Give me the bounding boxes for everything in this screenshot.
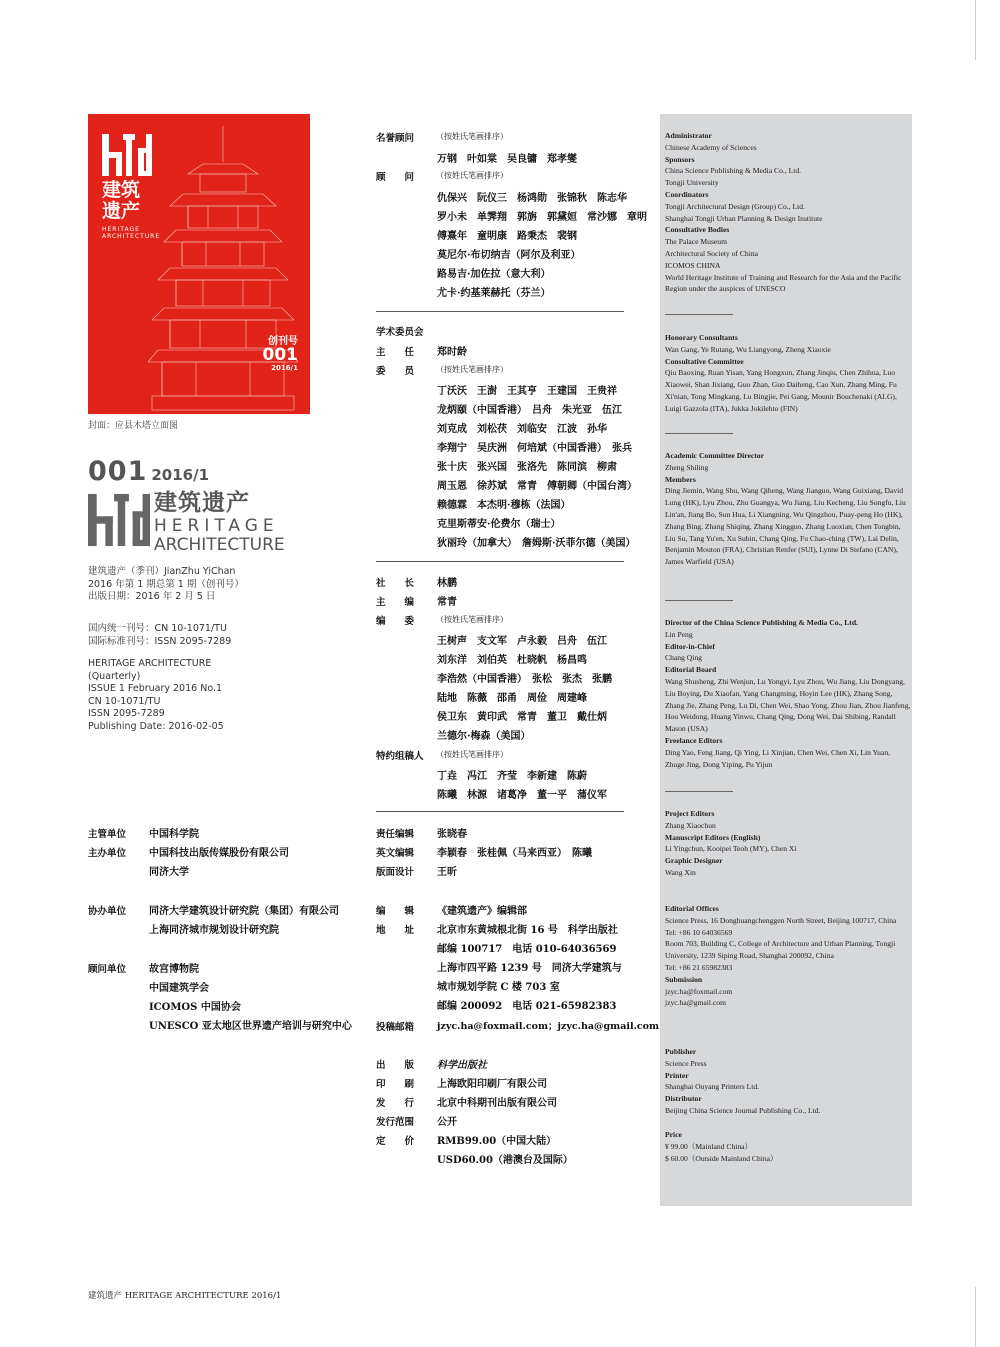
consultant-name: ICOMOS 中国协会: [149, 1002, 241, 1013]
masthead-logo-icon: [88, 488, 150, 552]
masthead-info-cn: [88, 566, 244, 604]
consultant-name: UNESCO 亚太地区世界遗产培训与研究中心: [149, 1021, 352, 1032]
cover-issue: [263, 332, 299, 372]
advisor-row: 罗小未 单霁翔 郭旃 郭黛姮 常沙娜 章明: [437, 212, 647, 223]
rp-text: Science Press: [665, 1058, 707, 1068]
sponsor-label: 主办单位: [88, 848, 127, 859]
board-note: （按姓氏笔画排序）: [436, 615, 508, 624]
rp-text: The Palace Museum: [665, 237, 727, 247]
email-label: 投稿邮箱: [376, 1022, 415, 1033]
member-row: 赖德霖 本杰明·穆栋（法国）: [437, 500, 571, 511]
rp-text: Lin Peng: [665, 629, 693, 639]
rp-heading: Coordinators: [665, 189, 709, 199]
sponsor-name: 同济大学: [149, 867, 189, 878]
scope-label: 发行范围: [376, 1117, 415, 1128]
page-footer: 建筑遗产 HERITAGE ARCHITECTURE 2016/1: [88, 1291, 282, 1301]
rp-block: [665, 130, 911, 295]
rp-heading: Price: [665, 1130, 682, 1139]
chair-label: 主 任: [376, 347, 415, 358]
rp-heading: Honorary Consultants: [665, 333, 738, 342]
sponsor-name: 中国科技出版传媒股份有限公司: [149, 848, 289, 859]
address-row: 邮编 100717 电话 010-64036569: [437, 944, 617, 955]
info-line: 出版日期：2016 年 2 月 5 日: [88, 591, 216, 602]
editor-name: 常青: [437, 597, 457, 608]
designer-label: 版面设计: [376, 867, 415, 878]
advisor-note: （按姓氏笔画排序）: [436, 171, 508, 180]
distributor-label: 发 行: [376, 1098, 415, 1109]
rp-text: jzyc.ha@gmail.com: [665, 998, 726, 1008]
members-note: （按姓氏笔画排序）: [436, 365, 508, 374]
rp-heading: Editorial Board: [665, 665, 717, 675]
member-row: 丁沃沃 王澍 王其亨 王建国 王贵祥: [437, 386, 617, 397]
info-line: 国际标准刊号：ISSN 2095-7289: [88, 635, 232, 647]
advisor-row: 傅熹年 童明康 路秉杰 裴钢: [437, 231, 577, 242]
section-divider: [376, 311, 624, 312]
rp-heading: Consultative Committee: [665, 356, 744, 366]
masthead-info-en: [88, 658, 224, 733]
rp-text: Zheng Shiling: [665, 462, 709, 472]
special-row: 丁垚 冯江 齐莹 李新建 陈蔚: [437, 771, 587, 782]
masthead-info-codes: [88, 623, 231, 648]
address-row: 城市规划学院 C 楼 703 室: [437, 982, 560, 993]
info-line: 2016 年第 1 期总第 1 期（创刊号）: [88, 578, 244, 590]
consultant-name: 中国建筑学会: [149, 983, 209, 994]
rp-text: Beijing China Science Journal Publishing Co., Ltd.: [665, 1105, 821, 1115]
masthead-issue: [88, 456, 209, 487]
coorganizer-label: 协办单位: [88, 906, 127, 917]
price-row: RMB99.00（中国大陆）: [437, 1136, 557, 1147]
journal-logo-icon: [102, 134, 152, 176]
rp-heading: Editorial Offices: [665, 904, 719, 913]
rp-text: Tel: +86 21 65982383: [665, 962, 733, 972]
info-line: 建筑遗产（季刊）JianZhu YiChan: [88, 566, 236, 577]
english-info-panel: [660, 114, 912, 1206]
cover-caption: 封面：应县木塔立面图: [88, 421, 179, 431]
advisor-row: 尤卡·约基莱赫托（芬兰）: [437, 288, 551, 299]
coorganizer-name: 上海同济城市规划设计研究院: [149, 925, 279, 936]
rp-text: Ding Yao, Feng Jiang, Qi Ying, Li Xinjian, Chen Wei, Chen Xi, Lin Yuan, Zhuge Jing, Dong Yiping, Pu Yijun: [665, 747, 891, 769]
rp-text: Ding Jiemin, Wang Shu, Wang Qiheng, Wang Jianguo, Wang Guixiang, David Lung (HK), Lyu Zhou, Zhu Guangya, Wu Jiang, Liu Kecheng, Liu Songfu, Liu Lin'an, Jiang Bo, Sun Hua, Li Xiangning, Wu Qingzhou, Puay-peng Ho (HK), Zhang Bing, Zhang Shiqing, Zhang Xingguo, Zhang Luoxian, Chen Tongbin, Liu Su, Tang Yu'en, Xu Subin, Chang Qing, Fu Chao-ching (TW), Lai Delin, Benjamin Mouton (FRA), Christian Renfer (SUI), Lynne Di Stefano (CAN), James Warfield (USA): [665, 486, 906, 567]
masthead-title-en-2: ARCHITECTURE: [154, 535, 285, 555]
supervisor-name: 中国科学院: [149, 829, 199, 840]
en-editor-label: 英文编辑: [376, 848, 415, 859]
scope-value: 公开: [437, 1117, 457, 1128]
info-line: CN 10-1071/TU: [88, 695, 161, 707]
printer-name: 上海欧阳印刷厂有限公司: [437, 1079, 547, 1090]
member-row: 克里斯蒂安·伦费尔（瑞士）: [437, 519, 561, 530]
en-editor-name: 李颖春 张桂佩（马来西亚） 陈曦: [437, 848, 592, 859]
crop-mark: [975, 0, 976, 60]
rp-text: ¥ 99.00（Mainland China）: [665, 1141, 753, 1151]
designer-name: 王昕: [437, 867, 457, 878]
rp-text: Wang Shusheng, Zhi Wenjun, Lu Yongyi, Lyu Zhou, Wu Jiang, Liu Dongyang, Liu Boying, Du Xiaofan, Yang Changming, Hoyin Lee (HK), Zhang Song, Zhang Jie, Zhang Peng, Lu Di, Chen Wei, Shao Yong, Zhou Jian, Zhou Jianfeng, Hou Weidong, Huang Yinwu, Chang Qing, Dong Wei, Dai Shibing, Randall Mason (USA): [665, 676, 911, 734]
masthead-title-en-1: HERITAGE: [154, 516, 279, 536]
rp-text: ICOMOS CHINA: [665, 260, 721, 270]
cover-title: 建筑遗产: [102, 179, 141, 222]
rp-text: Shanghai Ouyang Printers Ltd.: [665, 1082, 760, 1092]
cover-subtitle: HERITAGE ARCHITECTURE: [102, 226, 161, 240]
info-line: (Quarterly): [88, 670, 141, 682]
rp-divider: [665, 600, 733, 601]
advisor-row: 仇保兴 阮仪三 杨鸿勋 张锦秋 陈志华: [437, 193, 627, 204]
members-label: 委 员: [376, 366, 415, 377]
cover-issue-label: 创刊号: [268, 336, 298, 347]
board-row: 侯卫东 黄印武 常青 董卫 戴仕炳: [437, 712, 607, 723]
resp-editor-label: 责任编辑: [376, 829, 415, 840]
resp-editor-name: 张晓春: [437, 829, 467, 840]
rp-text: jzyc.ha@foxmail.com: [665, 986, 733, 996]
academic-label: 学术委员会: [376, 327, 424, 338]
rp-divider: [665, 791, 733, 792]
address-row: 北京市东黄城根北街 16 号 科学出版社: [437, 925, 618, 936]
rp-heading: Administrator: [665, 131, 712, 140]
consultant-name: 故宫博物院: [149, 964, 199, 975]
editor-label: 主 编: [376, 597, 415, 608]
rp-block: [665, 332, 911, 415]
rp-text: Zhang Xiaochun: [665, 820, 716, 830]
info-line: ISSN 2095-7289: [88, 708, 165, 719]
member-row: 周玉恩 徐苏斌 常青 傅朝卿（中国台湾）: [437, 481, 637, 492]
rp-block: [665, 808, 911, 879]
advisor-row: 路易吉·加佐拉（意大利）: [437, 269, 551, 280]
cover-issue-number: 001: [262, 345, 298, 365]
rp-text: China Science Publishing & Media Co., Ltd.: [665, 166, 802, 176]
rp-heading: Freelance Editors: [665, 735, 723, 745]
rp-text: Chang Qing: [665, 653, 702, 663]
rp-text: Qiu Baoxing, Ruan Yisan, Yang Hongxun, Zhang Jinqiu, Chen Zhihua, Luo Xiaowei, Shan Jixiang, Guo Zhan, Guo Daiheng, Cao Xun, Zhang Ming, Fu Xi'nian, Tong Mingkang, Lu Bingjie, Pei Gang, Mounir Bouchenaki (ALG), Luigi Gazzola (ITA), Jukka Jokilehto (FIN): [665, 368, 897, 413]
section-divider: [376, 561, 624, 562]
printer-label: 印 刷: [376, 1079, 415, 1090]
special-label: 特约组稿人: [376, 751, 424, 762]
cover-issue-date: 2016/1: [271, 364, 298, 372]
board-row: 刘东洋 刘伯英 杜晓帆 杨昌鸣: [437, 655, 587, 666]
board-row: 王树声 支文军 卢永毅 吕舟 伍江: [437, 636, 607, 647]
info-line: 国内统一刊号：CN 10-1071/TU: [88, 623, 227, 634]
cover-image: [88, 114, 310, 414]
rp-text: Wan Gang, Ye Rutang, Wu Liangyong, Zheng Xiaoxie: [665, 344, 831, 354]
rp-text: Shanghai Tongji Urban Planning & Design Institute: [665, 213, 823, 223]
publisher-label: 出 版: [376, 1060, 415, 1071]
rp-text: $ 60.00（Outside Mainland China）: [665, 1153, 778, 1163]
rp-heading: Editor-in-Chief: [665, 641, 715, 651]
editorial-name: 《建筑遗产》编辑部: [437, 906, 527, 917]
member-row: 刘克成 刘松茯 刘临安 江波 孙华: [437, 424, 607, 435]
special-note: （按姓氏笔画排序）: [436, 750, 508, 759]
rp-heading: Director of the China Science Publishing & Media Co., Ltd.: [665, 618, 858, 627]
president-name: 林鹏: [437, 578, 457, 589]
rp-heading: Academic Committee Director: [665, 451, 764, 460]
rp-text: Science Press, 16 Donghuangchenggen North Street, Beijing 100717, China: [665, 915, 897, 925]
president-label: 社 长: [376, 578, 415, 589]
rp-text: Li Yingchun, Kooipei Teoh (MY), Chen Xi: [665, 844, 797, 854]
rp-heading: Publisher: [665, 1047, 697, 1056]
rp-heading: Project Editors: [665, 809, 715, 818]
crop-mark: [975, 1287, 976, 1347]
masthead-issue-number: 001: [88, 456, 148, 487]
rp-block: [665, 1129, 911, 1164]
price-row: USD60.00（港澳台及国际）: [437, 1155, 573, 1166]
coorganizer-name: 同济大学建筑设计研究院（集团）有限公司: [149, 906, 339, 917]
rp-text: Architectural Society of China: [665, 248, 758, 258]
rp-heading: Printer: [665, 1070, 689, 1080]
rp-text: Wang Xin: [665, 867, 696, 877]
rp-heading: Sponsors: [665, 154, 695, 164]
masthead-title-cn: 建筑遗产: [154, 490, 250, 516]
rp-divider: [665, 314, 733, 315]
section-divider: [376, 811, 624, 812]
distributor-name: 北京中科期刊出版有限公司: [437, 1098, 557, 1109]
rp-block: [665, 450, 911, 568]
masthead-issue-date: 2016/1: [151, 466, 210, 484]
rp-block: [665, 903, 911, 1009]
board-row: 兰德尔·梅森（美国）: [437, 731, 531, 742]
email-value[interactable]: jzyc.ha@foxmail.com；jzyc.ha@gmail.com: [437, 1021, 660, 1032]
rp-heading: Consultative Bodies: [665, 225, 730, 235]
honorary-label: 名誉顾问: [376, 133, 415, 144]
board-label: 编 委: [376, 616, 415, 627]
chair-name: 郑时龄: [437, 347, 467, 358]
address-row: 邮编 200092 电话 021-65982383: [437, 1001, 617, 1012]
publisher-name: 科学出版社: [437, 1060, 487, 1071]
rp-text: Room 703, Building C, College of Architecture and Urban Planning, Tongji University, 1239 Siping Road, Shanghai 200092, China: [665, 939, 896, 961]
supervisor-label: 主管单位: [88, 829, 127, 840]
rp-text: Chinese Academy of Sciences: [665, 142, 757, 152]
info-line: Publishing Date: 2016-02-05: [88, 720, 224, 732]
info-line: ISSUE 1 February 2016 No.1: [88, 683, 223, 694]
price-label: 定 价: [376, 1136, 415, 1147]
editorial-label: 编 辑: [376, 906, 415, 917]
info-line: HERITAGE ARCHITECTURE: [88, 658, 212, 669]
rp-heading: Members: [665, 474, 696, 484]
honorary-note: （按姓氏笔画排序）: [436, 132, 508, 141]
member-row: 张十庆 张兴国 张洛先 陈同滨 柳肃: [437, 462, 617, 473]
board-row: 陆地 陈薇 邵甬 周俭 周建峰: [437, 693, 587, 704]
rp-text: Tongji Architectural Design (Group) Co., Ltd.: [665, 201, 805, 211]
member-row: 李翔宁 吴庆洲 何培斌（中国香港） 张兵: [437, 443, 632, 454]
rp-block: [665, 617, 911, 770]
rp-divider: [665, 433, 733, 434]
special-row: 陈曦 林源 诸葛净 董一平 蒲仪军: [437, 790, 607, 801]
advisor-label: 顾 问: [376, 172, 415, 183]
rp-heading: Distributor: [665, 1094, 702, 1104]
rp-text: World Heritage Institute of Training and Research for the Asia and the Pacific Region under the auspices of UNESCO: [665, 272, 902, 294]
rp-text: Tongji University: [665, 178, 719, 188]
rp-text: Tel: +86 10 64036569: [665, 927, 733, 937]
honorary-names: 万钢 叶如棠 吴良镛 郑孝燮: [437, 154, 577, 165]
member-row: 龙炳颐（中国香港） 吕舟 朱光亚 伍江: [437, 405, 622, 416]
rp-heading: Manuscript Editors (English): [665, 832, 761, 842]
rp-heading: Graphic Designer: [665, 856, 723, 866]
address-row: 上海市四平路 1239 号 同济大学建筑与: [437, 963, 622, 974]
consultant-label: 顾问单位: [88, 964, 127, 975]
rp-block: [665, 1046, 911, 1117]
advisor-row: 莫尼尔·布切纳吉（阿尔及利亚）: [437, 250, 581, 261]
address-label: 地 址: [376, 925, 415, 936]
rp-heading: Submission: [665, 974, 703, 984]
member-row: 狄丽玲（加拿大） 詹姆斯·沃菲尔德（美国）: [437, 538, 636, 549]
board-row: 李浩然（中国香港） 张松 张杰 张鹏: [437, 674, 612, 685]
